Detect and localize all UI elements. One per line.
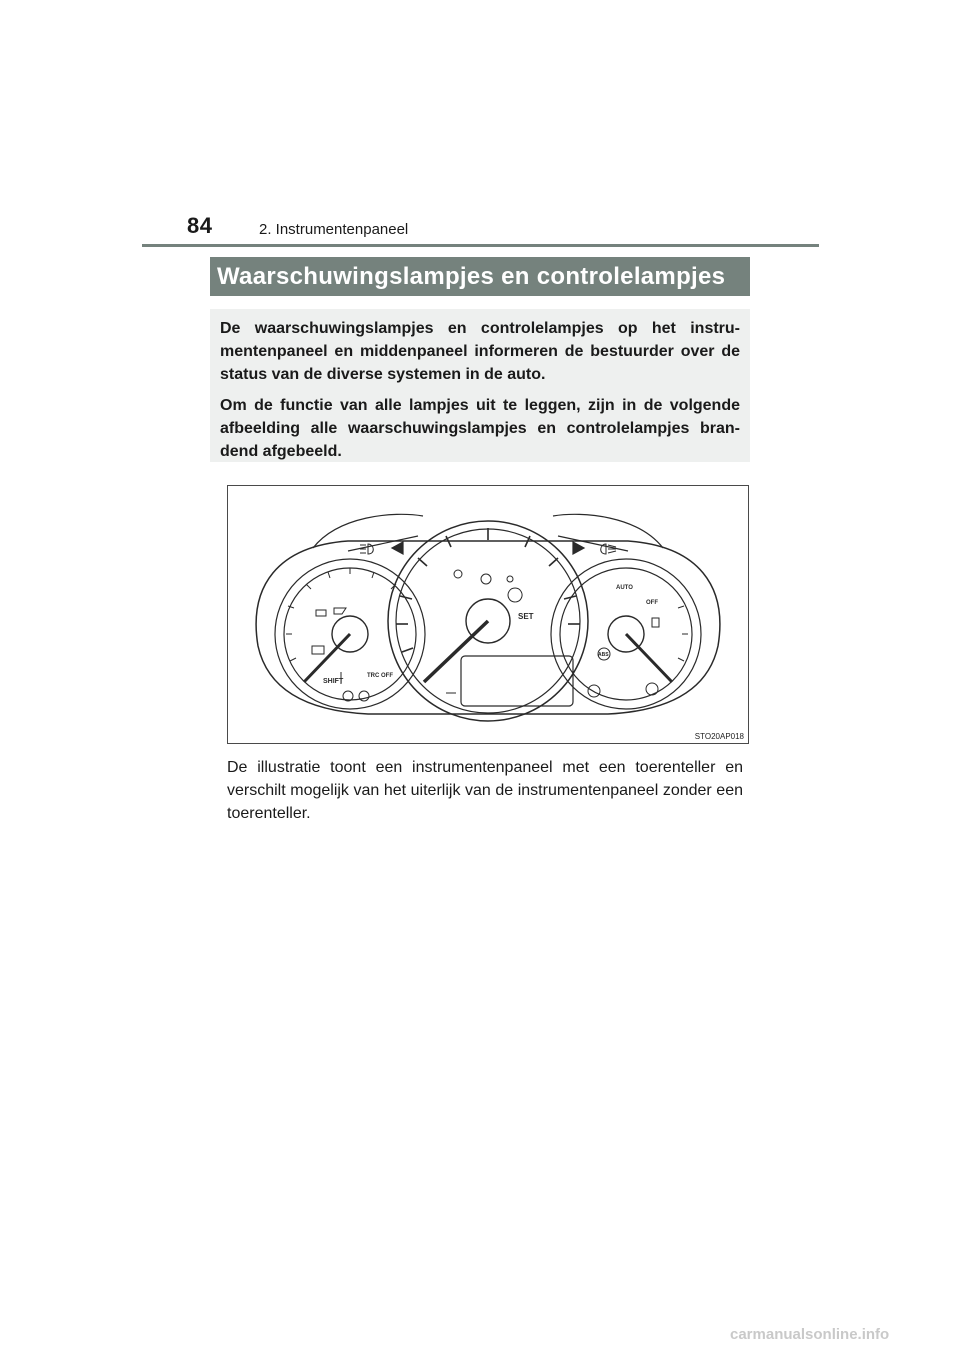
page-number: 84 bbox=[187, 213, 213, 238]
auto-headlight-icon bbox=[588, 685, 600, 697]
oil-pressure-icon bbox=[334, 608, 346, 614]
battery-icon bbox=[312, 646, 324, 654]
section-title: Waarschuwingslampjes en controlelampjes bbox=[210, 257, 750, 296]
trc-off-label: TRC OFF bbox=[367, 673, 393, 679]
fuel-icon bbox=[652, 618, 659, 627]
cluster-housing bbox=[256, 541, 720, 714]
headlight-high-beam-icon bbox=[360, 544, 373, 554]
header-divider bbox=[142, 244, 819, 247]
set-label: SET bbox=[518, 612, 534, 621]
abs-label: ABS bbox=[598, 652, 609, 658]
indicator-lamp-2 bbox=[359, 691, 369, 701]
check-engine-icon bbox=[316, 610, 326, 616]
speedometer-needle bbox=[424, 621, 488, 682]
speedometer-ticks bbox=[396, 528, 580, 652]
seatbelt-icon bbox=[507, 576, 513, 582]
intro-paragraph-2: Om de functie van alle lampjes uit te leggen, zijn in de volgende afbeelding alle waarschuwingslampjes en controlelampjes bran-dend afgebeeld. bbox=[220, 397, 740, 460]
figure-id: STO20AP018 bbox=[694, 732, 744, 741]
brake-warning-icon bbox=[481, 574, 491, 584]
airbag-icon bbox=[454, 570, 462, 578]
left-hood-edge bbox=[348, 536, 418, 551]
tire-pressure-icon bbox=[646, 683, 658, 695]
chapter-title: 2. Instrumentenpaneel bbox=[259, 221, 409, 238]
figure-caption: De illustratie toont een instrumentenpaneel met een toerenteller en verschilt mogelijk van het uiterlijk van de instrumentenpaneel zonder een toerenteller. bbox=[227, 759, 743, 822]
intro-box bbox=[210, 309, 750, 462]
instrument-cluster-illustration bbox=[228, 486, 748, 743]
right-hood-edge bbox=[558, 536, 628, 551]
auto-label: AUTO bbox=[616, 585, 633, 591]
multi-info-display bbox=[461, 656, 573, 706]
watermark: carmanualsonline.info bbox=[730, 1326, 890, 1343]
fuel-gauge-needle bbox=[626, 634, 672, 682]
off-label: OFF bbox=[646, 600, 658, 606]
tachometer-needle bbox=[304, 634, 350, 682]
shift-label: SHIFT bbox=[323, 678, 344, 685]
instrument-panel-figure bbox=[227, 485, 749, 744]
turn-left-arrow-icon bbox=[392, 542, 403, 554]
intro-paragraph-1: De waarschuwingslampjes en controlelampjes op het instru-mentenpaneel en middenpaneel informeren de bestuurder over de status van de diverse systemen in de auto. bbox=[220, 320, 740, 383]
turn-right-arrow-icon bbox=[573, 542, 584, 554]
cruise-control-icon bbox=[508, 588, 522, 602]
fuel-gauge-ticks bbox=[678, 606, 688, 661]
